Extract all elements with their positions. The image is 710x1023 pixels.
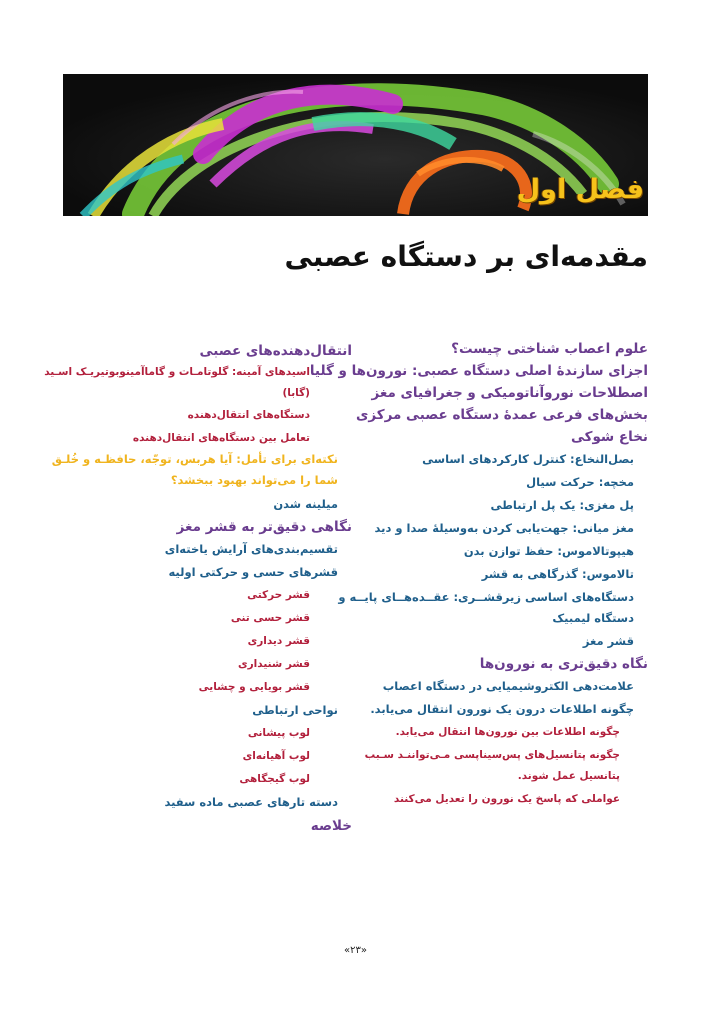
toc-item-thalamus: تالاموس: گذرگاهی به قشر	[481, 567, 634, 581]
toc-item-modulating: عواملی که پاسخ یک نورون را تعدیل می‌کنند	[393, 793, 620, 805]
chapter-banner	[63, 74, 648, 216]
toc-item-postsynaptic: چگونه پتانسیل‌های پس‌سیناپسی مـی‌تواننـد سـبب	[364, 749, 620, 761]
toc-item-cerebellum: مخچه: حرکت سیال	[526, 475, 634, 489]
toc-item-temporal: لوب گیجگاهی	[239, 773, 310, 785]
toc-item-motor-cortex: قشر حرکتی	[247, 589, 310, 601]
toc-item-olfactory: قشر بویایی و چشایی	[198, 681, 310, 693]
toc-item-visual: قشر دیداری	[247, 635, 310, 647]
toc-item-frontal: لوب پیشانی	[247, 727, 310, 739]
toc-item-auditory: قشر شنیداری	[238, 658, 310, 670]
toc-item-hypothalamus: هیپوتالاموس: حفظ توازن بدن	[463, 544, 634, 558]
toc-item-postsynaptic-cont: پتانسیل عمل شوند.	[517, 770, 620, 782]
chapter-label: فصل اول	[516, 174, 644, 205]
toc-item-within-neuron: چگونه اطلاعات درون یک نورون انتقال می‌یابد.	[370, 702, 634, 716]
toc-item-note: نکته‌ای برای تأمل: آیا هربس، توجّه، حافظـه و خُلـق	[51, 452, 338, 466]
toc-item-medulla: بصل‌النخاع: کنترل کارکردهای اساسی	[422, 452, 634, 466]
page-title: مقدمه‌ای بر دستگاه عصبی	[284, 240, 648, 273]
toc-item-what-is-neuroscience: علوم اعصاب شناختی چیست؟	[451, 341, 648, 357]
toc-item-myelination: میلینه شدن	[273, 497, 338, 511]
toc-item-cortex: قشر مغز	[582, 634, 634, 648]
toc-item-parietal: لوب آهیانه‌ای	[242, 750, 310, 762]
toc-item-cytoarchitectonic: تقسیم‌بندی‌های آرایش یاخته‌ای	[164, 542, 338, 556]
toc-item-nt-systems: دستگاه‌های انتقال‌دهنده	[187, 409, 310, 421]
toc-item-association: نواحی ارتباطی	[252, 703, 338, 717]
toc-item-between-neurons: چگونه اطلاعات بین نورون‌ها انتقال می‌یابد.	[395, 726, 620, 738]
page-number: «۲۳»	[344, 945, 367, 956]
toc-item-nt-interaction: تعامل بین دستگاه‌های انتقال‌دهنده	[132, 432, 310, 444]
toc-item-neurons-closer: نگاه دقیق‌تری به نورون‌ها	[479, 656, 648, 672]
toc-item-cns-divisions: بخش‌های فرعی عمدهٔ دستگاه عصبی مرکزی	[355, 407, 648, 423]
toc-item-spinal-cord: نخاع شوکی	[570, 429, 648, 445]
toc-item-components: اجزای سازندهٔ اصلی دستگاه عصبی: نورون‌ها و گلیا	[309, 363, 648, 379]
toc-item-primary-cortices: قشرهای حسی و حرکتی اولیه	[168, 565, 338, 579]
toc-item-pons: پل مغزی: یک پل ارتباطی	[490, 498, 634, 512]
toc-item-subcortical-cont: دستگاه لیمبیک	[552, 611, 634, 625]
toc-item-neurotransmitters: انتقال‌دهنده‌های عصبی	[199, 343, 352, 359]
toc-item-white-matter: دسته تارهای عصبی ماده سفید	[164, 795, 338, 809]
toc-item-midbrain: مغز میانی: جهت‌یابی کردن به‌وسیلهٔ صدا و دید	[374, 521, 634, 535]
toc-item-electrochemical: علامت‌دهی الکتروشیمیایی در دستگاه اعصاب	[382, 679, 634, 693]
toc-item-somatosensory: قشر حسی تنی	[230, 612, 310, 624]
toc-item-amino-acids: اسیدهای آمینه: گلوتامـات و گاماآمینوبوتیریـک اسـید	[44, 366, 310, 378]
toc-item-amino-acids-cont: (گابا)	[282, 387, 310, 399]
toc-item-summary: خلاصه	[310, 818, 352, 834]
toc-item-note-cont: شما را می‌تواند بهبود ببخشد؟	[170, 473, 338, 487]
toc-item-subcortical: دستگاه‌های اساسی زیرقشــری: عقــده‌هــای پایــه و	[338, 590, 634, 604]
toc-item-terms: اصطلاحات نوروآناتومیکی و جغرافیای مغز	[371, 385, 648, 401]
toc-item-cortex-closer: نگاهی دقیق‌تر به قشر مغز	[176, 519, 352, 535]
